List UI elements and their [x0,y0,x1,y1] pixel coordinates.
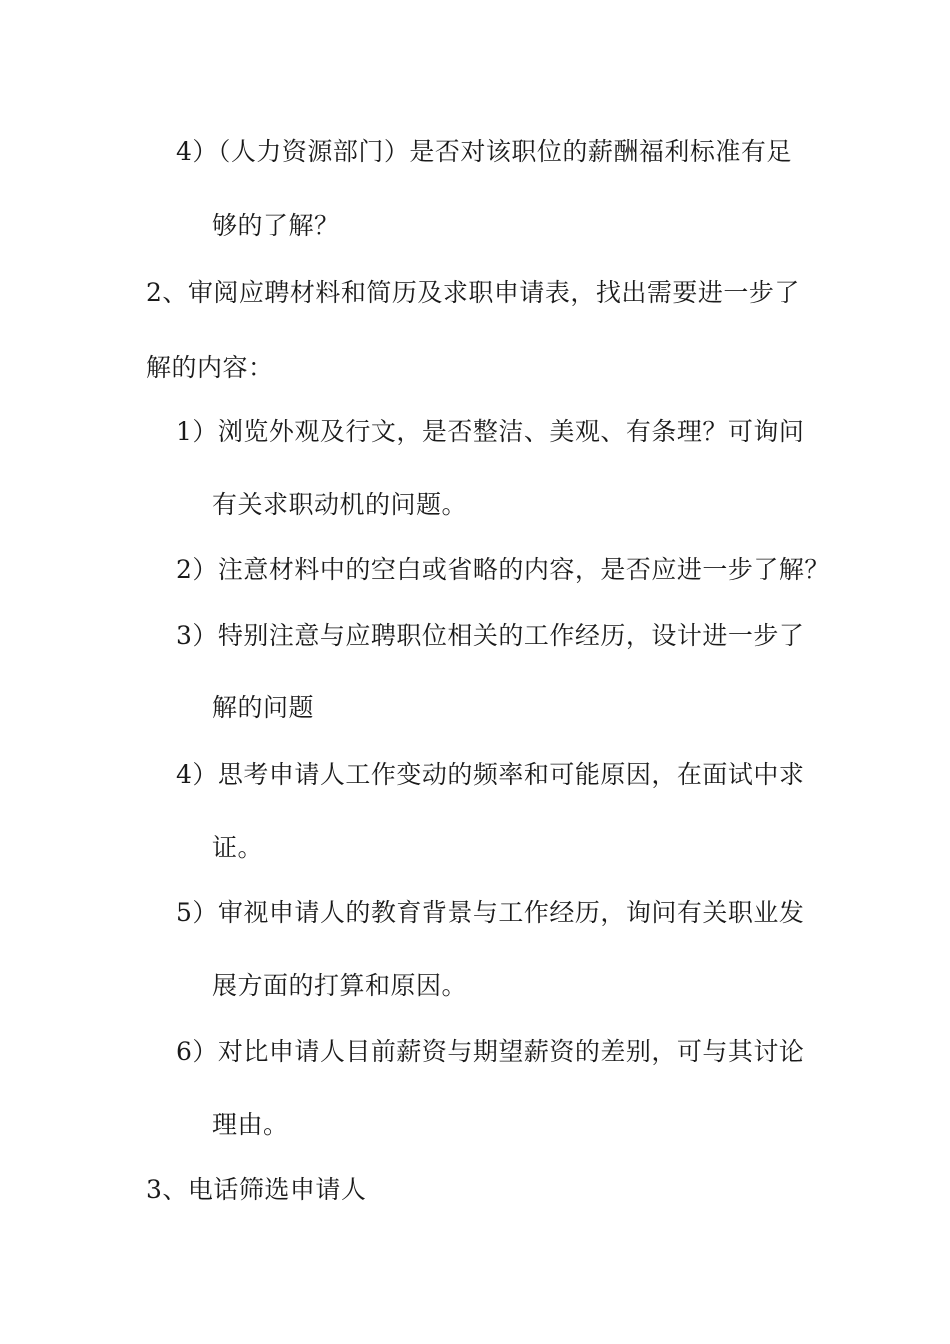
section-2-heading-line-2: 解的内容： [146,353,274,382]
list-item-4-line-1: 4）（人力资源部门）是否对该职位的薪酬福利标准有足 [176,137,792,166]
list-item-3-line-1: 3）特别注意与应聘职位相关的工作经历，设计进一步了 [176,621,805,650]
list-item-1-line-2: 有关求职动机的问题。 [212,490,468,519]
list-item-4b-line-2: 证。 [212,833,264,862]
list-item-3-line-2: 解的问题 [212,693,315,722]
list-item-6-line-2: 理由。 [212,1110,289,1139]
list-item-5-line-2: 展方面的打算和原因。 [212,971,468,1000]
section-2-heading-line-1: 2、审阅应聘材料和简历及求职申请表，找出需要进一步了 [146,278,800,307]
list-item-5-line-1: 5）审视申请人的教育背景与工作经历，询问有关职业发 [176,898,805,927]
list-item-4b-line-1: 4）思考申请人工作变动的频率和可能原因，在面试中求 [176,760,805,789]
list-item-6-line-1: 6）对比申请人目前薪资与期望薪资的差别，可与其讨论 [176,1037,805,1066]
list-item-4-line-2: 够的了解？ [212,211,340,240]
list-item-1-line-1: 1）浏览外观及行文，是否整洁、美观、有条理？可询问 [176,417,805,446]
section-3-heading: 3、电话筛选申请人 [146,1175,367,1204]
list-item-2-line-1: 2）注意材料中的空白或省略的内容，是否应进一步了解？ [176,555,830,584]
